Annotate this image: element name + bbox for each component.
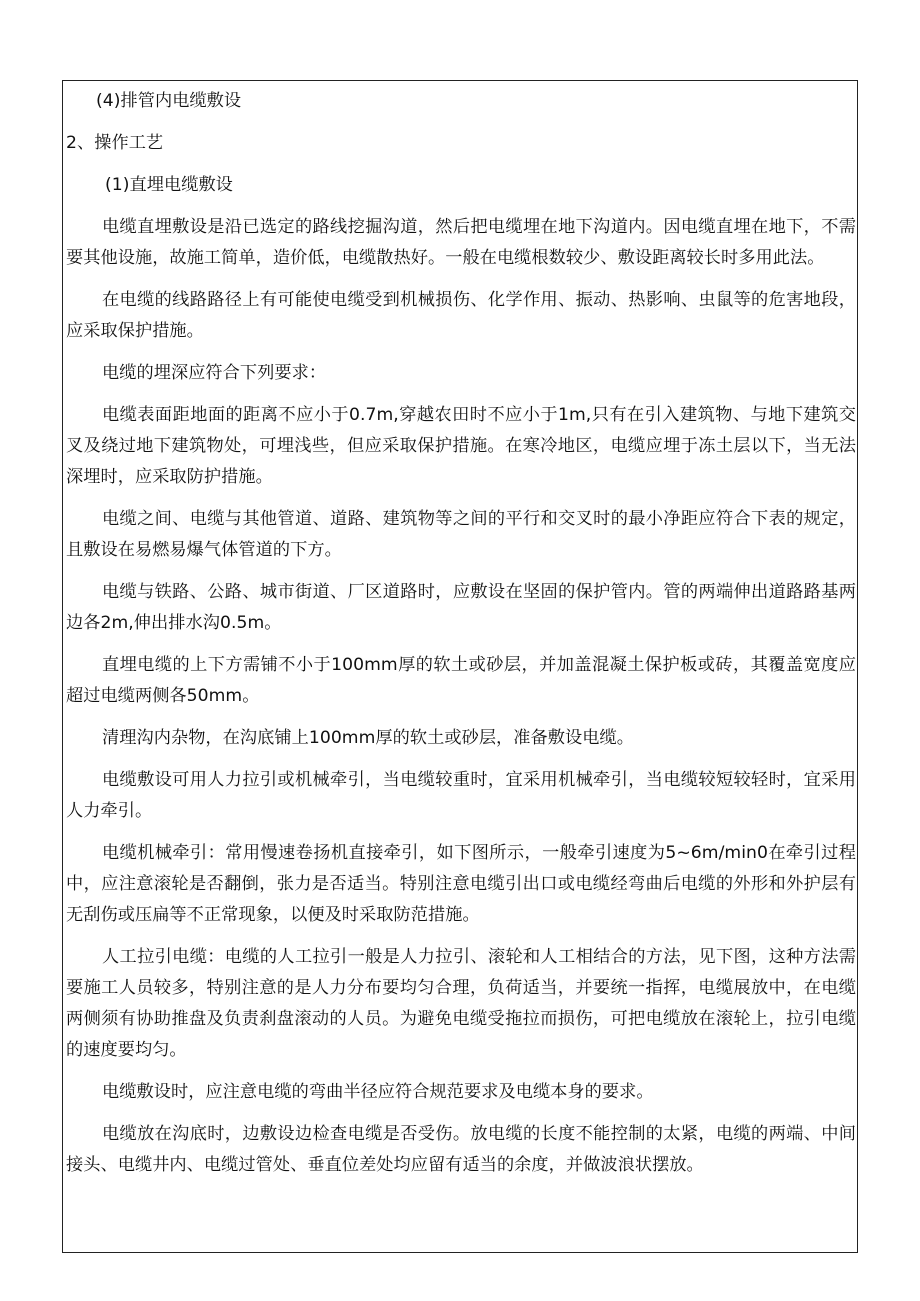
paragraph: 清理沟内杂物，在沟底铺上100mm厚的软土或砂层，准备敷设电缆。	[102, 728, 634, 748]
section-heading-process: 2、操作工艺	[66, 133, 164, 153]
paragraph: 电缆敷设可用人力拉引或机械牵引，当电缆较重时，宜采用机械牵引，当电缆较短较轻时，宜采用人力牵引。	[66, 770, 856, 821]
document-body	[66, 86, 856, 1192]
paragraph: 电缆与铁路、公路、城市街道、厂区道路时，应敷设在坚固的保护管内。管的两端伸出道路路基两边各2m,伸出排水沟0.5m。	[66, 582, 856, 633]
paragraph: 电缆直埋敷设是沿已选定的路线挖掘沟道，然后把电缆埋在地下沟道内。因电缆直埋在地下，不需要其他设施，故施工简单，造价低，电缆散热好。一般在电缆根数较少、敷设距离较长时多用此法。	[66, 217, 856, 268]
paragraph: 电缆机械牵引：常用慢速卷扬机直接牵引，如下图所示，一般牵引速度为5~6m∕min0在牵引过程中，应注意滚轮是否翻倒，张力是否适当。特别注意电缆引出口或电缆经弯曲后电缆的外形和外护层有无刮伤或压扁等不正常现象，以便及时采取防范措施。	[66, 843, 856, 925]
paragraph: 电缆之间、电缆与其他管道、道路、建筑物等之间的平行和交叉时的最小净距应符合下表的规定，且敷设在易燃易爆气体管道的下方。	[66, 509, 856, 560]
section-heading-direct-burial: (1)直埋电缆敷设	[105, 175, 233, 195]
paragraph: 电缆敷设时，应注意电缆的弯曲半径应符合规范要求及电缆本身的要求。	[102, 1082, 654, 1102]
paragraph: 在电缆的线路路径上有可能使电缆受到机械损伤、化学作用、振动、热影响、虫鼠等的危害地段，应采取保护措施。	[66, 290, 856, 341]
paragraph: 电缆的埋深应符合下列要求：	[102, 363, 327, 383]
section-heading-pipe-laying: (4)排管内电缆敷设	[96, 91, 242, 111]
paragraph: 人工拉引电缆：电缆的人工拉引一般是人力拉引、滚轮和人工相结合的方法，见下图，这种方法需要施工人员较多，特别注意的是人力分布要均匀合理，负荷适当，并要统一指挥，电缆展放中，在电缆两侧须有协助推盘及负责刹盘滚动的人员。为避免电缆受拖拉而损伤，可把电缆放在滚轮上，拉引电缆的速度要均匀。	[66, 947, 856, 1060]
paragraph: 电缆表面距地面的距离不应小于0.7m,穿越农田时不应小于1m,只有在引入建筑物、与地下建筑交叉及绕过地下建筑物处，可埋浅些，但应采取保护措施。在寒冷地区，电缆应埋于冻土层以下，当无法深埋时，应采取防护措施。	[66, 405, 856, 487]
paragraph: 直埋电缆的上下方需铺不小于100mm厚的软土或砂层，并加盖混凝土保护板或砖，其覆盖宽度应超过电缆两侧各50mm。	[66, 655, 856, 706]
paragraph: 电缆放在沟底时，边敷设边检查电缆是否受伤。放电缆的长度不能控制的太紧，电缆的两端、中间接头、电缆井内、电缆过管处、垂直位差处均应留有适当的余度，并做波浪状摆放。	[66, 1124, 856, 1175]
